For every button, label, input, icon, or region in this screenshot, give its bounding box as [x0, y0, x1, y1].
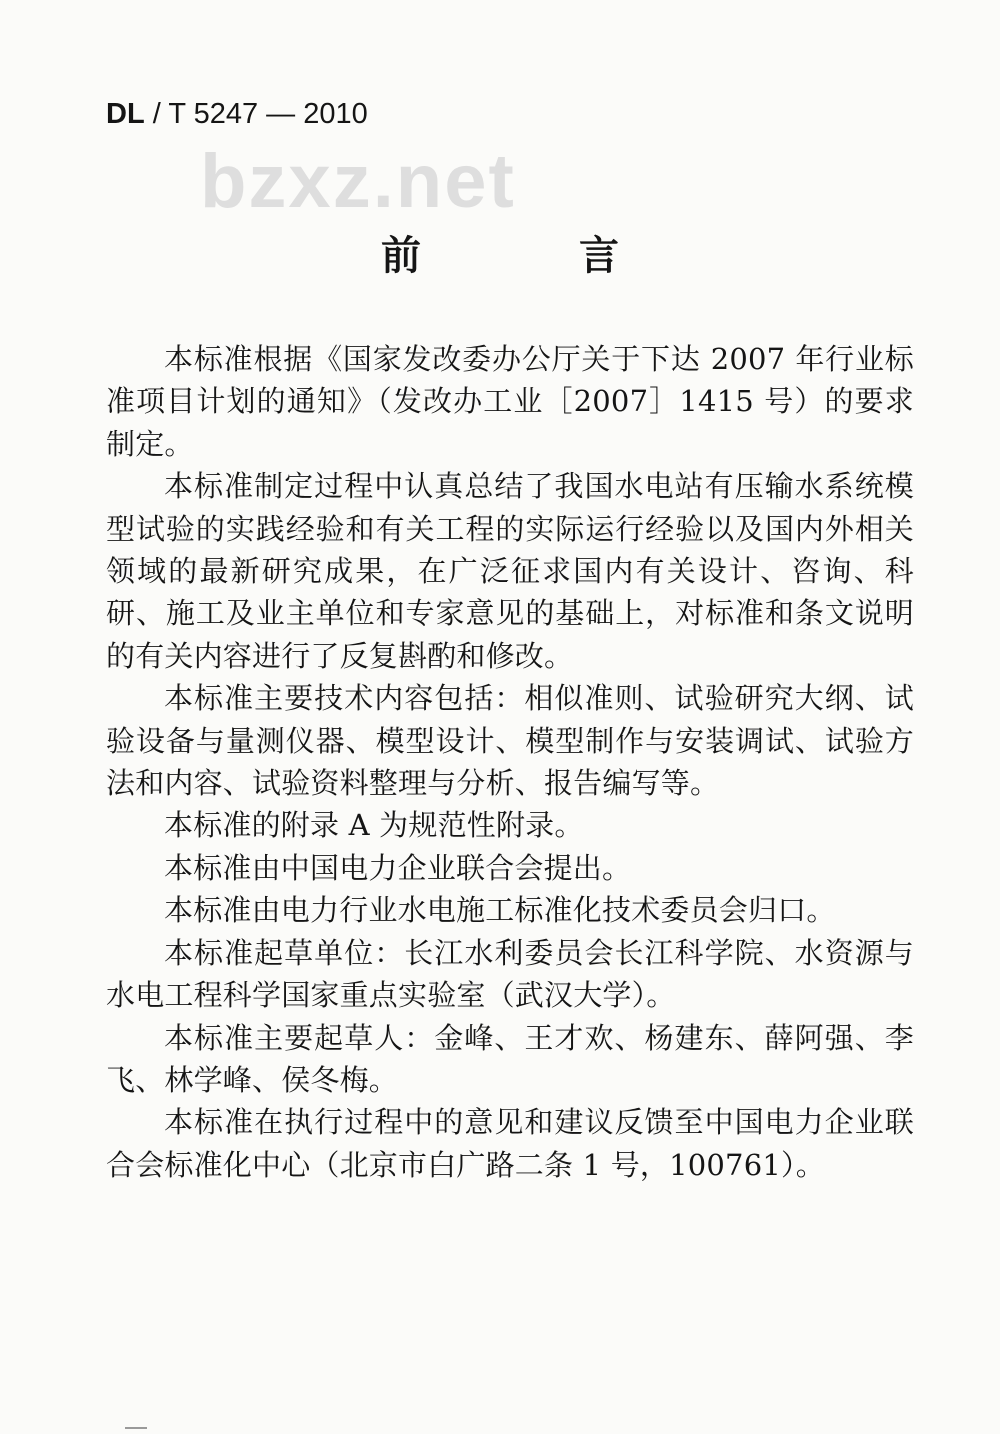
preface-body [106, 338, 914, 1186]
page-number-mark [125, 1427, 147, 1429]
paragraph-drafters: 本标准主要起草人：金峰、王才欢、杨建东、薛阿强、李飞、林学峰、侯冬梅。 [106, 1020, 914, 1097]
paragraph-drafting-process: 本标准制定过程中认真总结了我国水电站有压输水系统模型试验的实践经验和有关工程的实际运行经验以及国内外相关领域的最新研究成果，在广泛征求国内有关设计、咨询、科研、施工及业主单位和专家意见的基础上，对标准和条文说明的有关内容进行了反复斟酌和修改。 [106, 469, 914, 673]
paragraph-feedback: 本标准在执行过程中的意见和建议反馈至中国电力企业联合会标准化中心（北京市白广路二条 1 号，100761）。 [106, 1105, 914, 1182]
watermark: bzxz.net [200, 139, 516, 224]
paragraph-drafting-units: 本标准起草单位：长江水利委员会长江科学院、水资源与水电工程科学国家重点实验室（武汉大学）。 [106, 935, 914, 1013]
page-title: 前 言 [381, 233, 691, 279]
paragraph-appendix: 本标准的附录 A 为规范性附录。 [164, 808, 584, 843]
paragraph-basis: 本标准根据《国家发改委办公厅关于下达 2007 年行业标准项目计划的通知》（发改办工业［2007］1415 号）的要求制定。 [106, 342, 914, 461]
standard-code: / T 5247 — 2010 [152, 98, 368, 130]
standard-prefix: DL [106, 98, 145, 130]
paragraph-main-content: 本标准主要技术内容包括：相似准则、试验研究大纲、试验设备与量测仪器、模型设计、模型制作与安装调试、试验方法和内容、试验资料整理与分析、报告编写等。 [106, 681, 914, 801]
paragraph-proposer: 本标准由中国电力企业联合会提出。 [164, 850, 632, 885]
paragraph-administrator: 本标准由电力行业水电施工标准化技术委员会归口。 [164, 893, 836, 928]
standard-number [106, 98, 368, 131]
